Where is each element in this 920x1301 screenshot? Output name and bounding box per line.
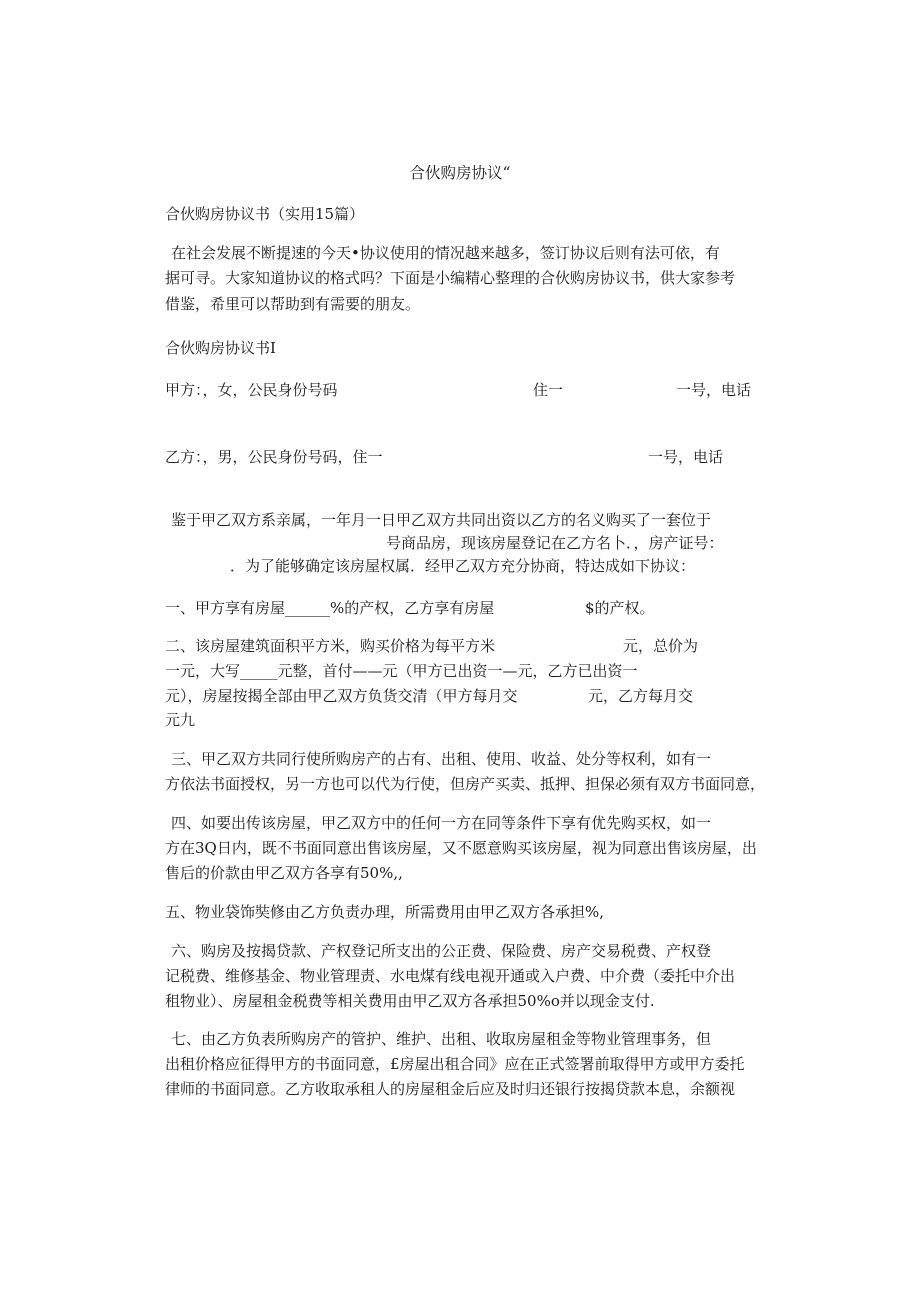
section-heading: 合伙购房协议书I <box>165 339 276 357</box>
clause-1-part-a: 一、甲方享有房屋______%的产权，乙方享有房屋 <box>165 599 495 617</box>
clause-4-line: 四、如要出传该房屋，甲乙双方中的任何一方在同等条件下享有优先购买权，如一 <box>171 814 712 832</box>
party-b-label: 乙方：，男，公民身份号码，住一 <box>165 448 383 466</box>
party-a-tail: 一号，电话 <box>676 381 752 399</box>
party-a-address: 住一 <box>533 381 564 399</box>
clause-2-line-2: 一元，大写_____元整，首付——元（甲方已出资一—元，乙方已出资一 <box>165 662 638 680</box>
clause-3-line: 方依法书面授权，另一方也可以代为行使，但房产买卖、抵押、担保必须有双方书面同意， <box>165 775 766 793</box>
clause-6-line: 六、购房及按揭贷款、产权登记所支出的公正费、保险费、房产交易税费、产权登 <box>171 942 712 960</box>
clause-5: 五、物业袋饰奘修由乙方负责办理，所需费用由甲乙双方各承担%, <box>165 903 605 921</box>
clause-7-line: 七、由乙方负表所购房产的管护、维护、出租、收取房屋租金等物业管理事务，但 <box>171 1030 712 1048</box>
clause-4-line: 售后的价款由甲乙双方各享有50%,, <box>165 864 403 882</box>
clause-1-part-b: $的产权。 <box>585 599 655 617</box>
document-title: 合伙购房协议“ <box>409 164 511 182</box>
clause-2-line-1b: 元，总价为 <box>623 637 699 655</box>
preamble-line: ．为了能够确定该房屋权属．经甲乙双方充分协商，特达成如下协议： <box>230 557 696 575</box>
preamble-line: 鉴于甲乙双方系亲属，一年月一日甲乙双方共同出资以乙方的名义购买了一套位于 <box>171 511 712 529</box>
party-a-label: 甲方：，女，公民身份号码 <box>165 381 338 399</box>
party-b-tail: 一号，电话 <box>648 448 724 466</box>
clause-4-line: 方在3Q日内，既不书面同意出售该房屋，又不愿意购买该房屋，视为同意出售该房屋，出 <box>165 839 757 857</box>
clause-2-line-1a: 二、该房屋建筑面积平方米，购买价格为每平方米 <box>165 637 496 655</box>
document-subtitle: 合伙购房协议书（实用15篇） <box>165 205 365 223</box>
clause-6-line: 记税费、维修基金、物业管理责、水电煤有线电视开通或入户费、中介费（委托中介出 <box>165 967 736 985</box>
clause-2-line-4: 元九 <box>165 711 196 729</box>
clause-3-line: 三、甲乙双方共同行使所购房产的占有、出租、使用、收益、处分等权利，如有一 <box>171 750 712 768</box>
clause-6-line: 租物业）、房屋租金税费等相关费用由甲乙双方各承担50%o并以现金支付. <box>165 992 655 1010</box>
intro-line: 借鉴，希里可以帮助到有需要的朋友。 <box>165 295 421 313</box>
clause-7-line: 律师的书面同意。乙方收取承租人的房屋租金后应及时归还银行按揭贷款本息，余额视 <box>165 1080 736 1098</box>
clause-7-line: 出租价格应征得甲方的书面同意，£房屋出租合同》应在正式签署前取得甲方或甲方委托 <box>165 1055 745 1073</box>
clause-2-line-3b: 元，乙方每月交 <box>588 687 694 705</box>
clause-2-line-3a: 元），房屋按揭全部由甲乙双方负货交清（甲方每月交 <box>165 687 518 705</box>
intro-line: 据可寻。大家知道协议的格式吗？下面是小编精心整理的合伙购房协议书，供大家参考 <box>165 269 736 287</box>
intro-line: 在社会发展不断提速的今天•协议使用的情况越来越多，签订协议后则有法可依，有 <box>171 244 720 262</box>
preamble-line: 号商品房，现该房屋登记在乙方名卜．，房产证号： <box>386 534 724 552</box>
